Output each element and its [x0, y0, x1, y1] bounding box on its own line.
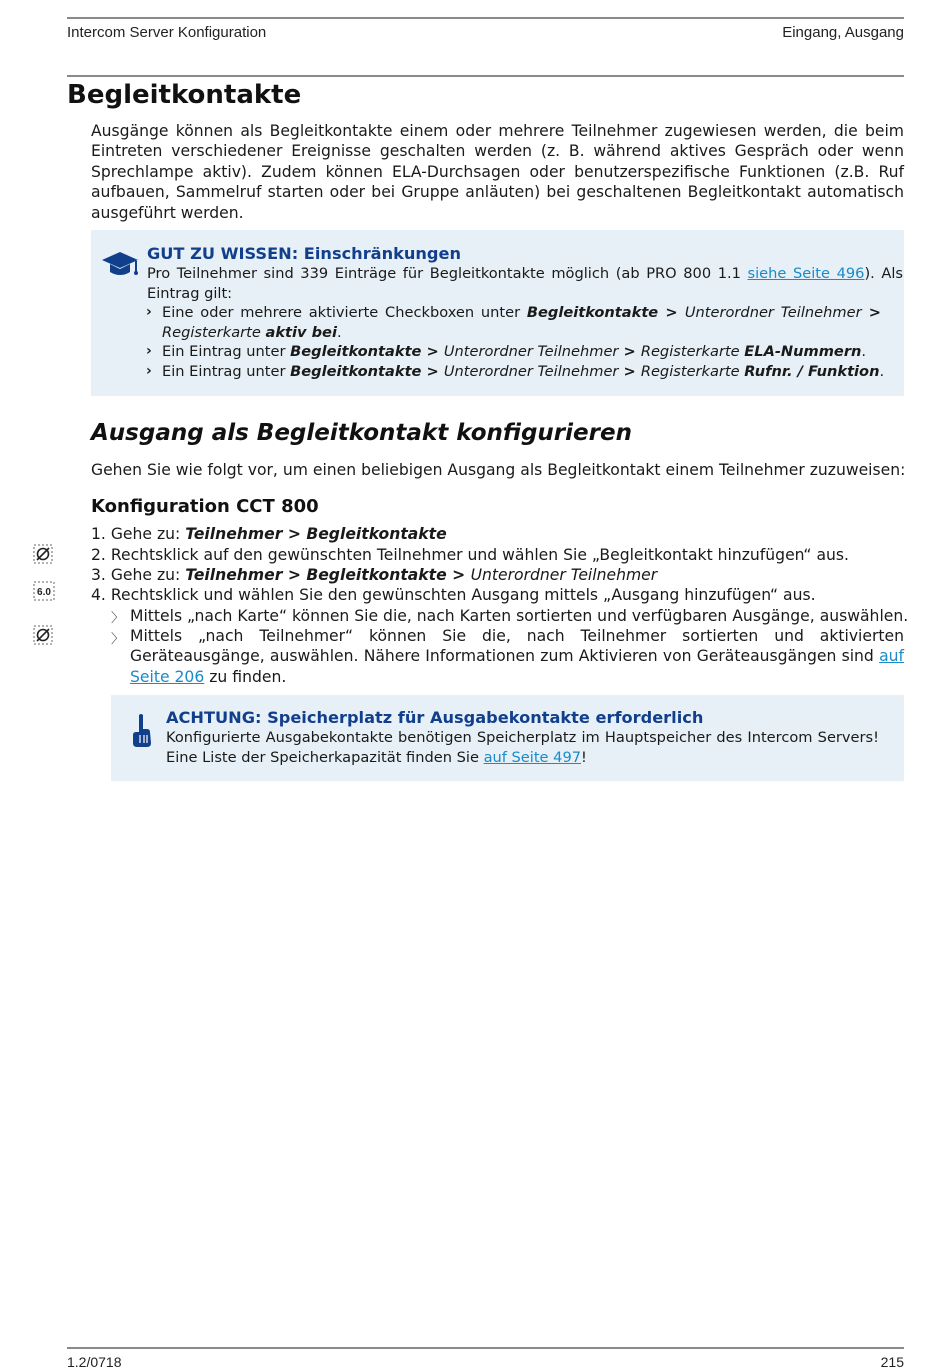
chevron-outline-icon: 〉 [111, 632, 125, 647]
header-bottom-rule [67, 75, 904, 77]
intro-paragraph: Ausgänge können als Begleitkontakte einem oder mehrere Teilnehmer zugewiesen werden, die beim Eintreten verschiedener Ereignisse geschalten werden (z. B. während aktives Gespräch oder wenn Sprechlampe aktiv). Zudem können ELA-Durchsagen oder benutzerspezifische Funktionen (z.B. Ruf aufbauen, Sammelruf starten oder bei Gruppe anläuten) bei geschaltenen Begleitkontakt automatisch ausgeführt werden. [91, 122, 904, 222]
step-2: 2. Rechtsklick auf den gewünschten Teilnehmer und wählen Sie „Begleitkontakt hinzufügen“ aus. [91, 546, 849, 564]
footer-rule [67, 1347, 904, 1349]
step-1: 1. Gehe zu: Teilnehmer > Begleitkontakte [91, 525, 447, 543]
step-3: 3. Gehe zu: Teilnehmer > Begleitkontakte > Unterordner Teilnehmer [91, 566, 658, 584]
info-box-text-start: Pro Teilnehmer sind 339 Einträge für Begleitkontakte möglich (ab PRO 800 1.1 [147, 265, 748, 282]
warning-box-title: ACHTUNG: Speicherplatz für Ausgabekontakte erforderlich [166, 708, 704, 727]
section-subtitle: Konfiguration CCT 800 [91, 496, 319, 517]
info-box-bullet: Eine oder mehrere aktivierte Checkboxen unter Begleitkontakte > Unterordner Teilnehmer > Registerkarte aktiv bei. [162, 304, 882, 341]
warning-box [111, 695, 904, 781]
warning-box-text: Konfigurierte Ausgabekontakte benötigen Speicherplatz im Hauptspeicher des Intercom Servers! Eine Liste der Speicherkapazität finden Sie auf Seite 497! [166, 729, 879, 766]
header-right: Eingang, Ausgang [782, 24, 904, 41]
info-box-text-end: ). Als Eintrag gilt: [147, 265, 904, 302]
substep-link[interactable]: auf Seite 206 [130, 647, 904, 686]
section-intro: Gehen Sie wie folgt vor, um einen beliebigen Ausgang als Begleitkontakt einem Teilnehmer zuzuweisen: [91, 461, 906, 479]
info-box [91, 230, 904, 396]
warning-box-link[interactable]: auf Seite 497 [483, 748, 582, 766]
substep: Mittels „nach Teilnehmer“ können Sie die, nach Teilnehmer sortierten und aktivierten Geräteausgänge, auswählen. Nähere Informationen zum Aktivieren von Geräteausgängen sind auf Seite 206 zu finden. [130, 627, 904, 686]
pointing-hand-icon [129, 713, 155, 753]
info-box-bullet: Ein Eintrag unter Begleitkontakte > Unterordner Teilnehmer > Registerkarte Rufnr. / Funktion. [162, 363, 885, 380]
page-number: 215 [880, 1354, 904, 1370]
chevron-right-icon: › [146, 343, 152, 359]
header-left: Intercom Server Konfiguration [67, 24, 267, 41]
info-box-link[interactable]: siehe Seite 496 [747, 265, 865, 282]
not-available-icon [33, 544, 53, 568]
chevron-right-icon: › [146, 363, 152, 379]
version-6-0-icon [33, 581, 55, 605]
not-available-icon [33, 625, 53, 649]
step-4: 4. Rechtsklick und wählen Sie den gewünschten Ausgang mittels „Ausgang hinzufügen“ aus. [91, 586, 816, 604]
substep: Mittels „nach Karte“ können Sie die, nach Karten sortierten und verfügbaren Ausgänge, auswählen. [130, 607, 909, 625]
page-title: Begleitkontakte [67, 80, 302, 110]
info-box-text [147, 264, 903, 303]
header-top-rule [67, 17, 904, 19]
info-box-title: GUT ZU WISSEN: Einschränkungen [147, 244, 462, 263]
info-box-bullet: Ein Eintrag unter Begleitkontakte > Unterordner Teilnehmer > Registerkarte ELA-Nummern. [162, 343, 867, 360]
footer-version: 1.2/0718 [67, 1354, 122, 1370]
svg-text:6.0: 6.0 [37, 587, 51, 598]
chevron-right-icon: › [146, 304, 152, 320]
section-title: Ausgang als Begleitkontakt konfigurieren [91, 420, 632, 446]
chevron-outline-icon: 〉 [111, 611, 125, 626]
graduation-cap-icon [100, 248, 140, 284]
